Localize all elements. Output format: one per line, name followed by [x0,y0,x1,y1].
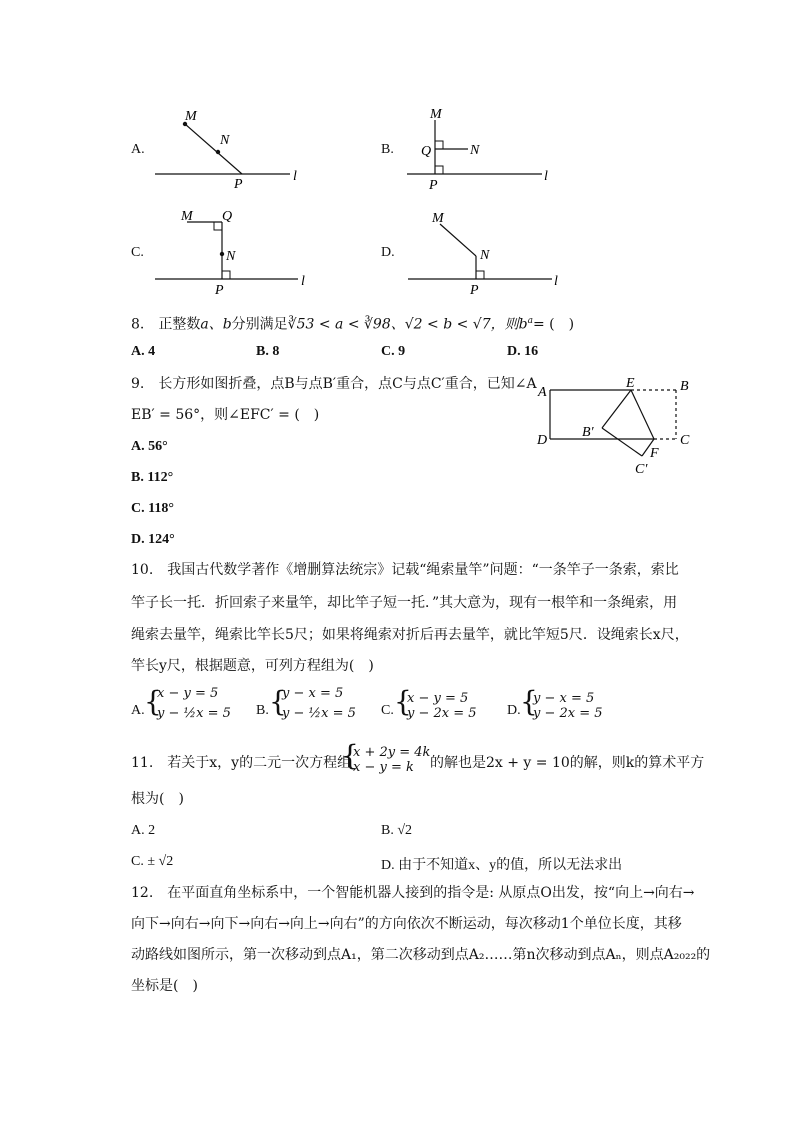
q9-Cp: C′ [635,462,648,477]
q7-option-a-figure [150,102,310,192]
q9-Bp: B′ [582,425,594,440]
q11-option-c[interactable]: C. ± √2 [131,854,174,869]
q8-option-b[interactable]: B. 8 [256,344,280,359]
q9-option-c[interactable]: C. 118° [131,501,174,516]
q7-option-c-figure [150,206,312,296]
q8-option-a[interactable]: A. 4 [131,344,156,359]
q10-line3: 绳索去量竿，绳索比竿长5尺；如果将绳索对折后再去量竿，就比竿短5尺．设绳索长x尺， [131,627,689,643]
q12-line1: 12. 在平面直角坐标系中，一个智能机器人接到的指令是: 从原点O出发，按“向上→向右→ [131,885,695,901]
q9-stem-line2: EB′ = 56°，则∠EFC′ = ( ) [131,407,320,423]
q10-line4: 竿长y尺，根据题意，可列方程组为( ) [131,658,374,674]
q7c-M: M [181,209,193,224]
q10-a-eq2: y − ½x = 5 [157,706,231,721]
q10-a-eq1: x − y = 5 [157,686,219,701]
q9-fold-figure [534,372,704,482]
q7c-N: N [226,249,236,264]
q7-option-b-label[interactable]: B. [381,142,394,157]
q10-c-brace: { [394,685,412,718]
q9-option-b[interactable]: B. 112° [131,470,174,485]
q10-d-eq1: y − x = 5 [533,691,595,706]
q12-line2: 向下→向右→向下→向右→向上→向右”的方向依次不断运动，每次移动1个单位长度，其移 [131,916,682,932]
q11-prefix: 11. 若关于x，y的二元一次方程组 [131,755,352,771]
q11-line2: 根为( ) [131,791,184,807]
q11-option-b[interactable]: B. √2 [381,823,413,838]
q10-line1: 10. 我国古代数学著作《增删算法统宗》记载“绳索量竿”问题：“一条竿子一条索，索比 [131,562,679,578]
q9-E: E [626,376,635,391]
q7c-P: P [215,283,224,296]
q10-a-brace: { [144,685,162,718]
q10-option-a-label: A. [131,703,145,718]
q8-prefix: 8. 正整数 [131,316,201,333]
q7b-l: l [544,169,548,184]
q8-end: = ( ) [532,316,575,333]
q11-suffix: 的解也是2x + y = 10的解，则k的算术平方 [430,755,705,771]
q7c-l: l [301,274,305,289]
q9-A: A [538,385,547,400]
q8-option-d[interactable]: D. 16 [507,344,539,359]
q7d-P: P [470,283,479,296]
q8-stem: 8. 正整数a、b分别满足∛53 < a < ∛98、√2 < b < √7，则$b^a=$ ( ) [131,316,575,333]
q9-C: C [680,433,690,448]
q7-option-c-label[interactable]: C. [131,245,144,260]
q7-option-d-figure [400,206,565,296]
q7d-N: N [480,248,490,263]
q10-b-eq1: y − x = 5 [282,686,344,701]
q11-brace: { [341,739,359,772]
q7a-l: l [293,169,297,184]
q8-mid: 分别满足 [231,316,288,333]
q12-line3: 动路线如图所示，第一次移动到点A₁，第二次移动到点A₂……第n次移动到点Aₙ，则点A₂₀₂₂的 [131,947,711,963]
q9-option-a[interactable]: A. 56° [131,439,168,454]
q7a-N: N [220,133,230,148]
q7-option-d-label[interactable]: D. [381,245,395,260]
q7b-M: M [430,107,442,122]
q7b-P: P [429,178,438,193]
q10-option-c-label: C. [381,703,394,718]
q7-option-b-figure [400,102,560,194]
q9-F: F [650,446,659,461]
q9-B: B [680,379,689,394]
q7b-N: N [470,143,480,158]
q10-c-eq1: x − y = 5 [407,691,469,706]
q10-option-b-label: B. [256,703,269,718]
q10-b-brace: { [269,685,287,718]
q10-option-d-label: D. [507,703,521,718]
q7c-Q: Q [222,209,233,224]
q12-line4: 坐标是( ) [131,978,198,994]
q7a-M: M [185,109,197,124]
q10-line2: 竿子长一托．折回索子来量竿，却比竿子短一托．”其大意为，现有一根竿和一条绳索，用 [131,595,678,611]
q11-eq2: x − y = k [353,760,414,775]
q9-D: D [537,433,548,448]
q10-d-brace: { [520,685,538,718]
q10-d-eq2: y − 2x = 5 [533,706,603,721]
q7a-P: P [234,177,243,192]
q8-option-c[interactable]: C. 9 [381,344,406,359]
q8-condition: ∛53 < a < ∛98、√2 < b < √7，则b [287,316,528,333]
q7b-Q: Q [421,144,432,159]
q7d-M: M [432,211,444,226]
q9-option-d[interactable]: D. 124° [131,532,175,547]
q7d-l: l [554,274,558,289]
q9-stem-line1: 9. 长方形如图折叠，点B与点B′重合，点C与点C′重合，已知∠A [131,376,537,392]
q11-eq1: x + 2y = 4k [353,745,431,760]
q10-b-eq2: y − ½x = 5 [282,706,356,721]
q11-option-a[interactable]: A. 2 [131,823,156,838]
q7-option-a-label[interactable]: A. [131,142,145,157]
q10-c-eq2: y − 2x = 5 [407,706,477,721]
q11-option-d[interactable]: D. 由于不知道x、y的值，所以无法求出 [381,858,623,873]
